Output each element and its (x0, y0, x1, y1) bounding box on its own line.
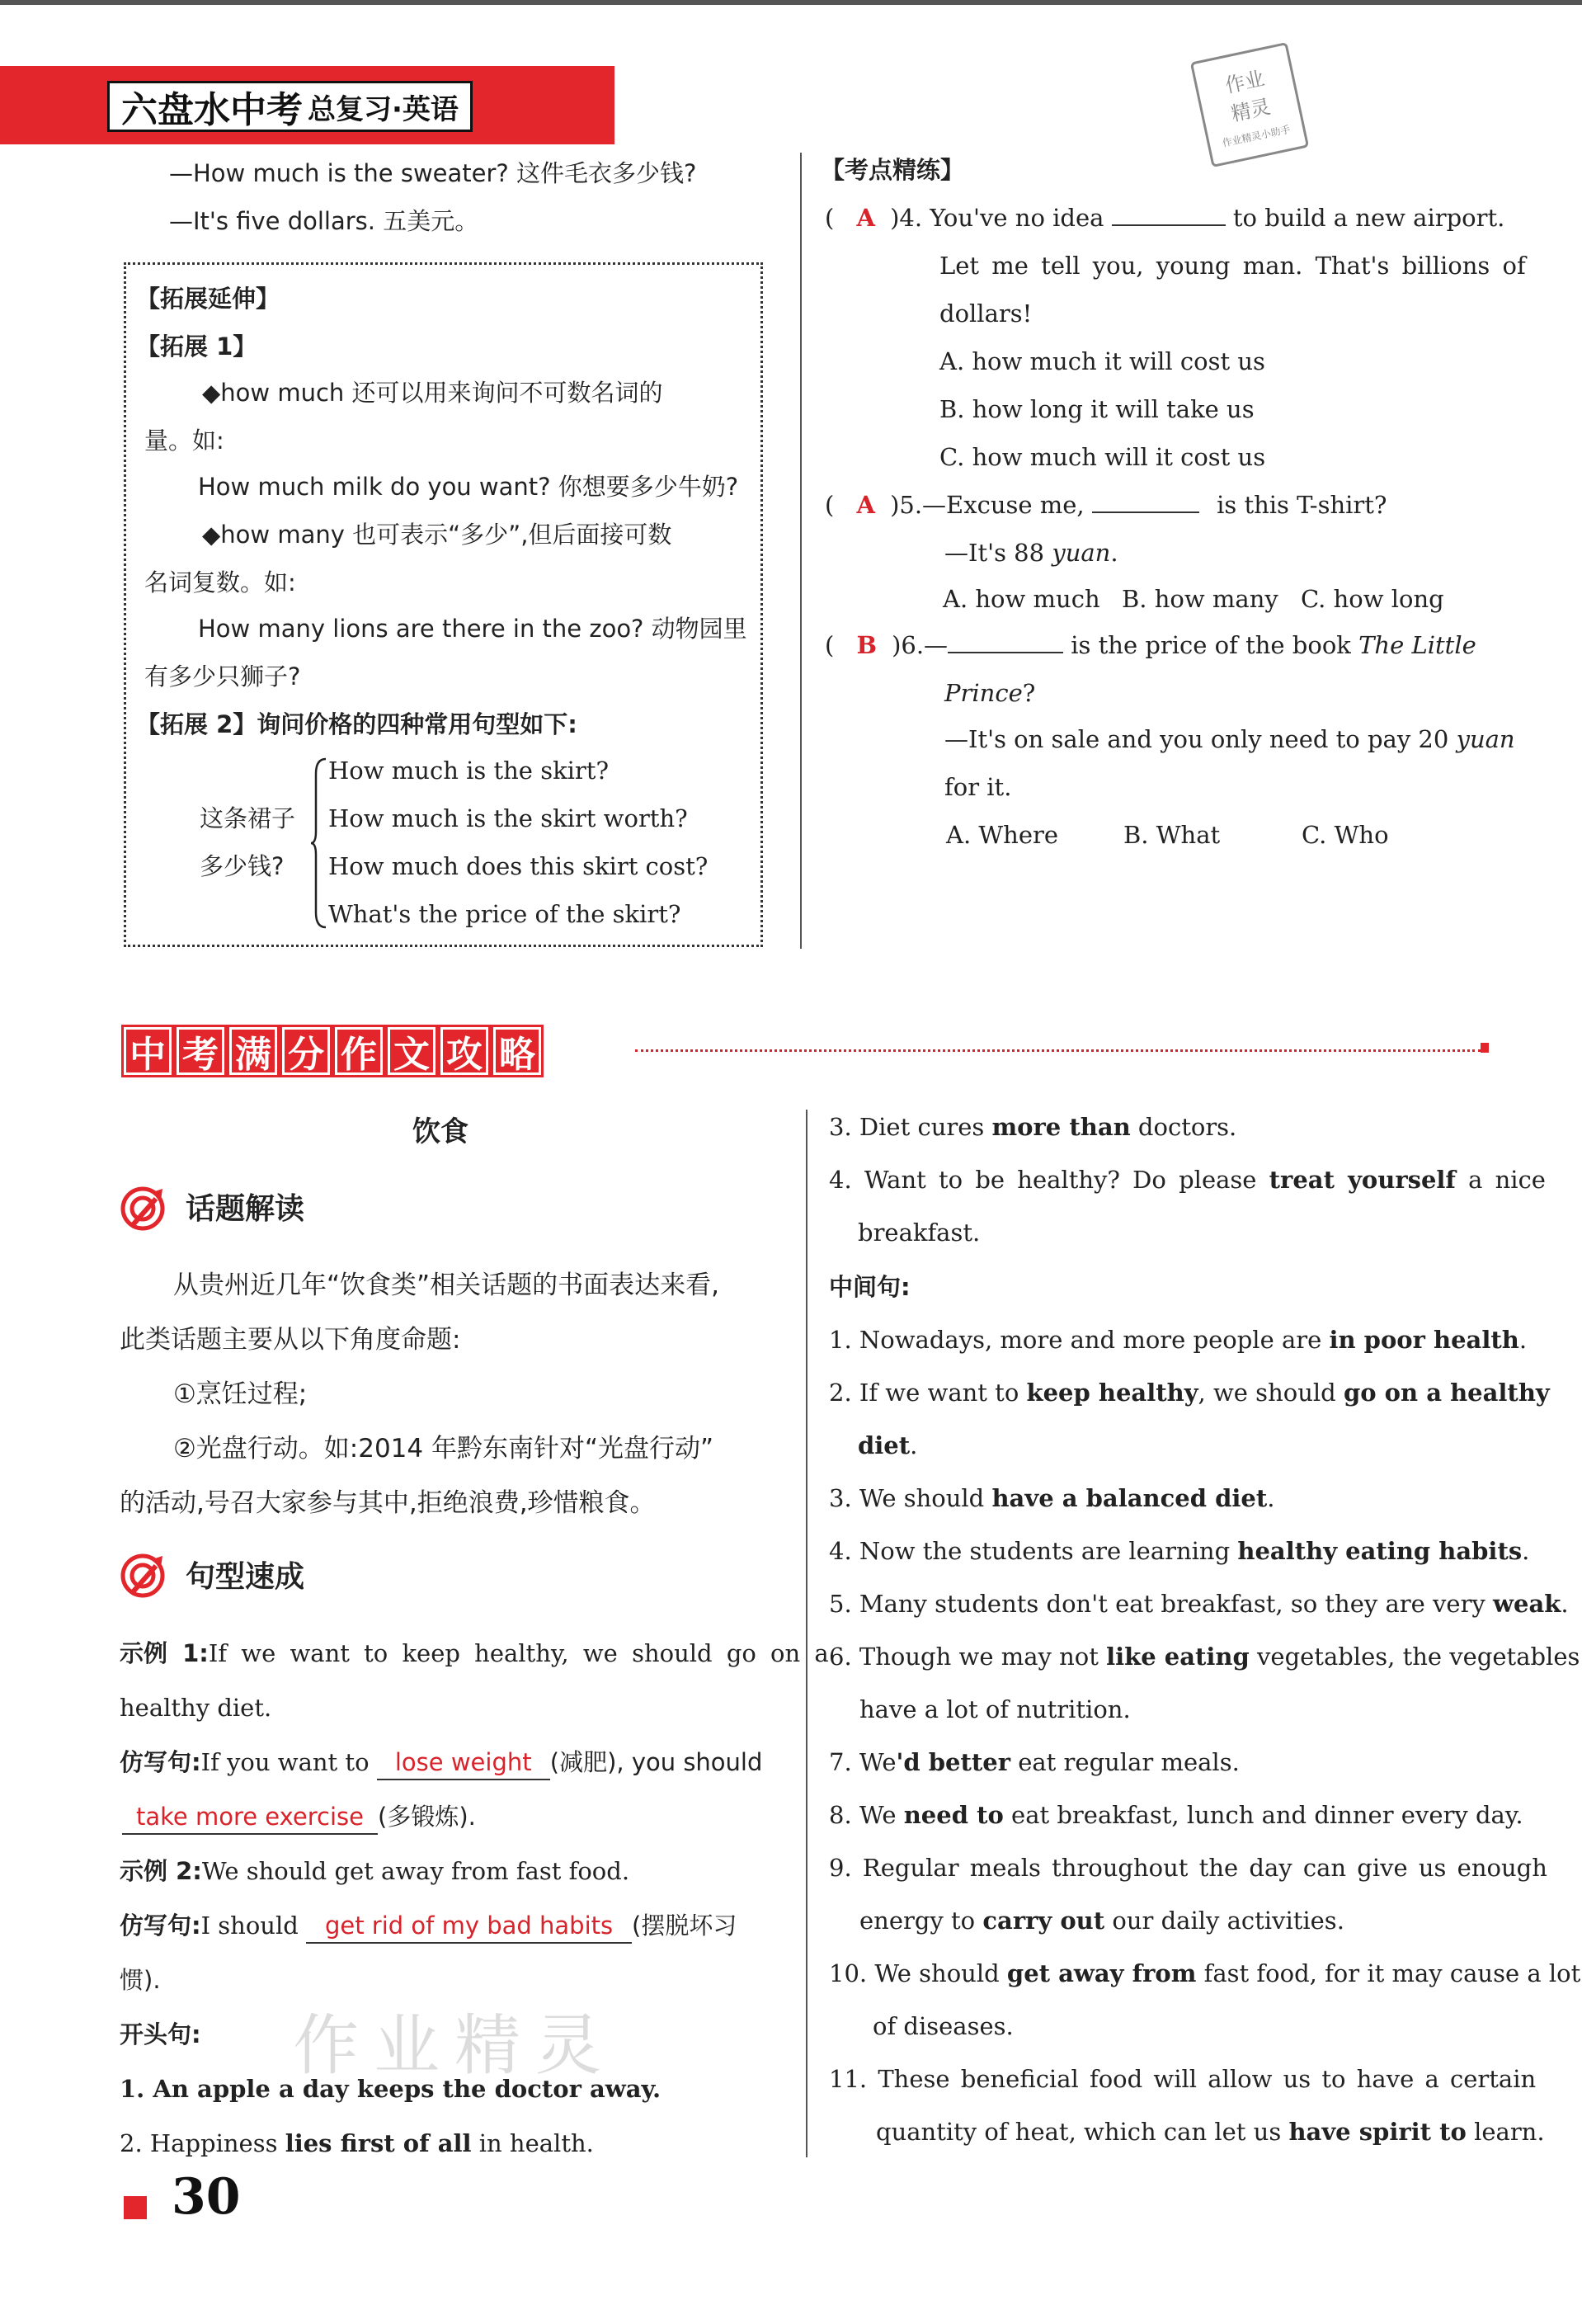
middle-6-c: vegetables, the vegetables (1249, 1643, 1580, 1671)
brace-label-2: 多少钱? (200, 852, 285, 880)
q5-option-b: B. how many (1122, 585, 1278, 613)
imitation-2-answer: get rid of my bad habits (306, 1909, 632, 1944)
example-2-label: 示例 2: (120, 1857, 202, 1885)
pattern-4: What's the price of the skirt? (328, 900, 681, 928)
pattern-1: How much is the skirt? (328, 757, 609, 785)
middle-5-b: weak (1493, 1590, 1561, 1618)
opening-4 (829, 1163, 1546, 1196)
q5-line2-italic: yuan (1052, 539, 1111, 567)
q5-num: )5. (890, 491, 923, 519)
imitation-1-text-b: (减肥), you should (549, 1748, 763, 1776)
middle-1 (829, 1323, 1527, 1356)
q6-num: )6. (892, 631, 925, 659)
middle-3 (829, 1482, 1274, 1515)
angle-2a: ②光盘行动。如:2014 年黔东南针对“光盘行动” (173, 1434, 714, 1464)
q6-line2-end: ? (1022, 679, 1036, 707)
q4-paren: ( (825, 204, 835, 232)
section-banner (124, 1027, 546, 1075)
q4-text-b: to build a new airport. (1232, 204, 1505, 232)
q6-line1 (825, 629, 1476, 662)
middle-2-a: 2. If we want to (829, 1379, 1027, 1407)
example-2-text: We should get away from fast food. (201, 1857, 630, 1885)
imitation-1-answer-2: take more exercise (122, 1800, 378, 1835)
middle-10 (829, 1957, 1580, 1990)
middle-8-a: 8. We (829, 1801, 904, 1829)
stamp-mid-text: 精灵 (1229, 95, 1273, 126)
page-number: 30 (172, 2168, 241, 2226)
middle-7-c: eat regular meals. (1010, 1748, 1240, 1776)
middle-2-d: go on a healthy (1343, 1379, 1550, 1407)
middle-9-d: our daily activities. (1104, 1907, 1344, 1935)
middle-3-c: . (1267, 1484, 1275, 1512)
middle-9: 9. Regular meals throughout the day can give us enough (829, 1854, 1547, 1882)
q5-text-b: is this T-shirt? (1217, 491, 1387, 519)
opening-2-a: 2. Happiness (120, 2129, 285, 2157)
stamp-top-text: 作业 (1222, 66, 1267, 98)
section-heading-patterns: 句型速成 (186, 1560, 305, 1594)
banner-end-mark (1481, 1043, 1489, 1053)
stamp-logo (1190, 42, 1309, 167)
middle-4-b: healthy eating habits (1237, 1537, 1523, 1565)
column-divider-top (800, 153, 802, 949)
middle-7-b: 'd better (896, 1748, 1011, 1776)
imitation-1-label: 仿写句: (120, 1748, 201, 1776)
opening-3-a: 3. Diet cures (829, 1113, 992, 1141)
opening-3-b: more than (991, 1113, 1131, 1141)
banner-tile-3: 满 (229, 1027, 277, 1075)
middle-2-cont (858, 1429, 917, 1462)
practice-title: 【考点精练】 (821, 156, 965, 184)
middle-2-c: , we should (1198, 1379, 1344, 1407)
q6-blank (948, 652, 1063, 653)
banner-tile-2: 考 (177, 1027, 224, 1075)
middle-6-a: 6. Though we may not (829, 1643, 1107, 1671)
imitation-2-text-a: I should (200, 1912, 307, 1940)
example-1-text: If we want to keep healthy, we should go on a (208, 1639, 829, 1667)
middle-11-b: quantity of heat, which can let us (876, 2118, 1289, 2146)
opening-2-c: in health. (471, 2129, 594, 2157)
q5-paren: ( (825, 491, 835, 519)
q5-line1 (825, 488, 1387, 521)
imitation-1-text-c: (多锻炼). (378, 1803, 476, 1831)
brace-icon (309, 757, 329, 929)
q6-line4: for it. (944, 773, 1012, 801)
middle-7 (829, 1746, 1240, 1779)
middle-10-b: get away from (1006, 1959, 1197, 1987)
q5-answer: A (856, 491, 876, 519)
opening-4-b: treat yourself (1269, 1166, 1456, 1194)
opening-3-c: doctors. (1130, 1113, 1237, 1141)
q6-line2 (944, 676, 1035, 709)
middle-4-a: 4. Now the students are learning (829, 1537, 1238, 1565)
q4-blank (1112, 224, 1226, 226)
imitation-2-label: 仿写句: (120, 1912, 201, 1940)
q4-text-a: You've no idea (930, 204, 1104, 232)
q6-answer: B (856, 631, 878, 659)
topic-title: 饮食 (412, 1115, 468, 1148)
opening-3 (829, 1110, 1236, 1143)
middle-10-cont: of diseases. (873, 2012, 1014, 2040)
q6-option-b: B. What (1123, 821, 1221, 849)
middle-1-a: 1. Nowadays, more and more people are (829, 1326, 1330, 1354)
middle-8-b: need to (903, 1801, 1004, 1829)
q6-book-title-a: The Little (1358, 631, 1476, 659)
middle-7-a: 7. We (829, 1748, 897, 1776)
middle-2-b: keep healthy (1026, 1379, 1198, 1407)
middle-3-b: have a balanced diet (991, 1484, 1268, 1512)
q4-line2: Let me tell you, young man. That's billions of (939, 252, 1526, 280)
middle-5 (829, 1587, 1569, 1620)
middle-9-c: carry out (982, 1907, 1105, 1935)
opening-label: 开头句: (120, 2020, 201, 2048)
imitation-1-text-a: If you want to (200, 1748, 377, 1776)
middle-11-cont (876, 2115, 1545, 2148)
middle-11: 11. These beneficial food will allow us to have a certain (829, 2065, 1537, 2093)
q6-line3-italic: yuan (1456, 725, 1515, 753)
example-1-cont: healthy diet. (120, 1694, 272, 1722)
header-title (107, 81, 473, 132)
middle-6-cont: have a lot of nutrition. (859, 1695, 1131, 1723)
middle-2-e: diet (858, 1431, 911, 1459)
q4-line3: dollars! (939, 299, 1033, 328)
middle-1-b: in poor health (1329, 1326, 1519, 1354)
ext1-p1b: 量。如: (144, 427, 224, 455)
banner-tile-1: 中 (124, 1027, 172, 1075)
target-arrow-icon-2 (120, 1551, 171, 1602)
angle-1: ①烹饪过程; (173, 1379, 308, 1409)
pattern-2: How much is the skirt worth? (328, 804, 688, 832)
middle-2 (829, 1376, 1550, 1409)
banner-tile-4: 分 (282, 1027, 330, 1075)
ext1-title: 【拓展 1】 (136, 332, 257, 361)
banner-tile-5: 作 (335, 1027, 383, 1075)
q5-option-c: C. how long (1301, 585, 1444, 613)
stamp-bottom-text: 作业精灵小助手 (1221, 123, 1292, 149)
ext1-example1: How much milk do you want? 你想要多少牛奶? (198, 473, 739, 501)
top-rule (0, 0, 1582, 5)
ext1-example2a: How many lions are there in the zoo? 动物园里 (198, 615, 747, 643)
header-title-big: 六盘水中考 (121, 89, 303, 131)
watermark: 作业精灵 (293, 2007, 616, 2084)
q4-option-c: C. how much will it cost us (939, 443, 1266, 471)
example-1 (120, 1637, 829, 1670)
pattern-3: How much does this skirt cost? (328, 852, 709, 880)
q5-line2-end: . (1110, 539, 1118, 567)
q6-line3 (944, 723, 1515, 756)
ext2-title: 【拓展 2】询问价格的四种常用句型如下: (136, 710, 577, 738)
banner-tile-7: 攻 (440, 1027, 488, 1075)
middle-9-cont (859, 1904, 1344, 1937)
target-arrow-icon (120, 1184, 171, 1235)
dialog-answer: —It's five dollars. 五美元。 (169, 207, 479, 235)
banner-dotted-rule (635, 1049, 1481, 1052)
angle-2b: 的活动,号召大家参与其中,拒绝浪费,珍惜粮食。 (120, 1488, 656, 1518)
column-divider-bottom (806, 1110, 807, 2157)
q6-dash: — (924, 631, 949, 659)
middle-8 (829, 1798, 1523, 1831)
q4-option-b: B. how long it will take us (939, 395, 1255, 423)
q4-line1 (825, 201, 1504, 234)
dialog-question: —How much is the sweater? 这件毛衣多少钱? (169, 159, 697, 187)
q6-line3-text: —It's on sale and you only need to pay 20 (944, 725, 1457, 753)
middle-1-c: . (1518, 1326, 1528, 1354)
opening-2-b: lies first of all (285, 2129, 472, 2157)
imitation-1-answer-1: lose weight (377, 1746, 550, 1780)
ext1-p2b: 名词复数。如: (144, 568, 296, 596)
middle-9-b: energy to (859, 1907, 983, 1935)
q5-text-a: —Excuse me, (922, 491, 1085, 519)
opening-2 (120, 2127, 594, 2160)
example-1-label: 示例 1: (120, 1639, 209, 1667)
middle-11-d: learn. (1466, 2118, 1545, 2146)
opening-4-cont: breakfast. (858, 1219, 981, 1247)
extension-box (124, 262, 763, 947)
q5-option-a: A. how much (943, 585, 1100, 613)
ext-title: 【拓展延伸】 (136, 285, 280, 313)
page-number-mark (124, 2196, 147, 2219)
ext1-example2b: 有多少只狮子? (144, 662, 301, 691)
opening-1: 1. An apple a day keeps the doctor away. (120, 2075, 662, 2103)
imitation-2 (120, 1909, 737, 1944)
q5-blank (1092, 511, 1199, 513)
example-2 (120, 1855, 629, 1888)
imitation-1-cont (122, 1800, 476, 1835)
middle-label: 中间句: (829, 1273, 911, 1301)
q5-line2-text: —It's 88 (944, 539, 1052, 567)
middle-10-a: 10. We should (829, 1959, 1007, 1987)
q6-option-a: A. Where (946, 821, 1059, 849)
q6-paren: ( (825, 631, 835, 659)
middle-5-c: . (1561, 1590, 1569, 1618)
middle-4-c: . (1522, 1537, 1530, 1565)
middle-8-c: eat breakfast, lunch and dinner every day. (1003, 1801, 1523, 1829)
q6-book-title-b: Prince (944, 679, 1023, 707)
imitation-1 (120, 1746, 762, 1780)
imitation-2-cont: 惯). (120, 1966, 161, 1994)
banner-tile-6: 文 (388, 1027, 436, 1075)
imitation-2-text-b: (摆脱坏习 (632, 1912, 737, 1940)
middle-6-b: like eating (1106, 1643, 1250, 1671)
opening-4-c: a nice (1455, 1166, 1546, 1194)
q6-option-c: C. Who (1302, 821, 1389, 849)
middle-5-a: 5. Many students don't eat breakfast, so they are very (829, 1590, 1494, 1618)
middle-4 (829, 1534, 1529, 1567)
q4-num: )4. (890, 204, 923, 232)
middle-3-a: 3. We should (829, 1484, 992, 1512)
q6-text-b: is the price of the book (1071, 631, 1359, 659)
q4-option-a: A. how much it will cost us (939, 347, 1265, 375)
q5-line2 (944, 536, 1118, 569)
middle-2-f: . (910, 1431, 918, 1459)
header-title-small: 总复习·英语 (308, 92, 459, 126)
q4-answer: A (856, 204, 876, 232)
banner-tile-8: 略 (493, 1027, 541, 1075)
section-heading-topic: 话题解读 (186, 1192, 305, 1226)
ext1-p2a: ◆how many 也可表示“多少”,但后面接可数 (202, 521, 672, 549)
ext1-p1a: ◆how much 还可以用来询问不可数名词的 (202, 379, 663, 407)
intro-line1: 从贵州近几年“饮食类”相关话题的书面表达来看, (173, 1270, 719, 1300)
middle-6 (829, 1640, 1580, 1673)
opening-4-a: 4. Want to be healthy? Do please (829, 1166, 1269, 1194)
intro-line2: 此类话题主要从以下角度命题: (120, 1325, 461, 1355)
middle-10-c: fast food, for it may cause a lot (1196, 1959, 1581, 1987)
middle-11-c: have spirit to (1288, 2118, 1467, 2146)
brace-label-1: 这条裙子 (200, 804, 296, 832)
